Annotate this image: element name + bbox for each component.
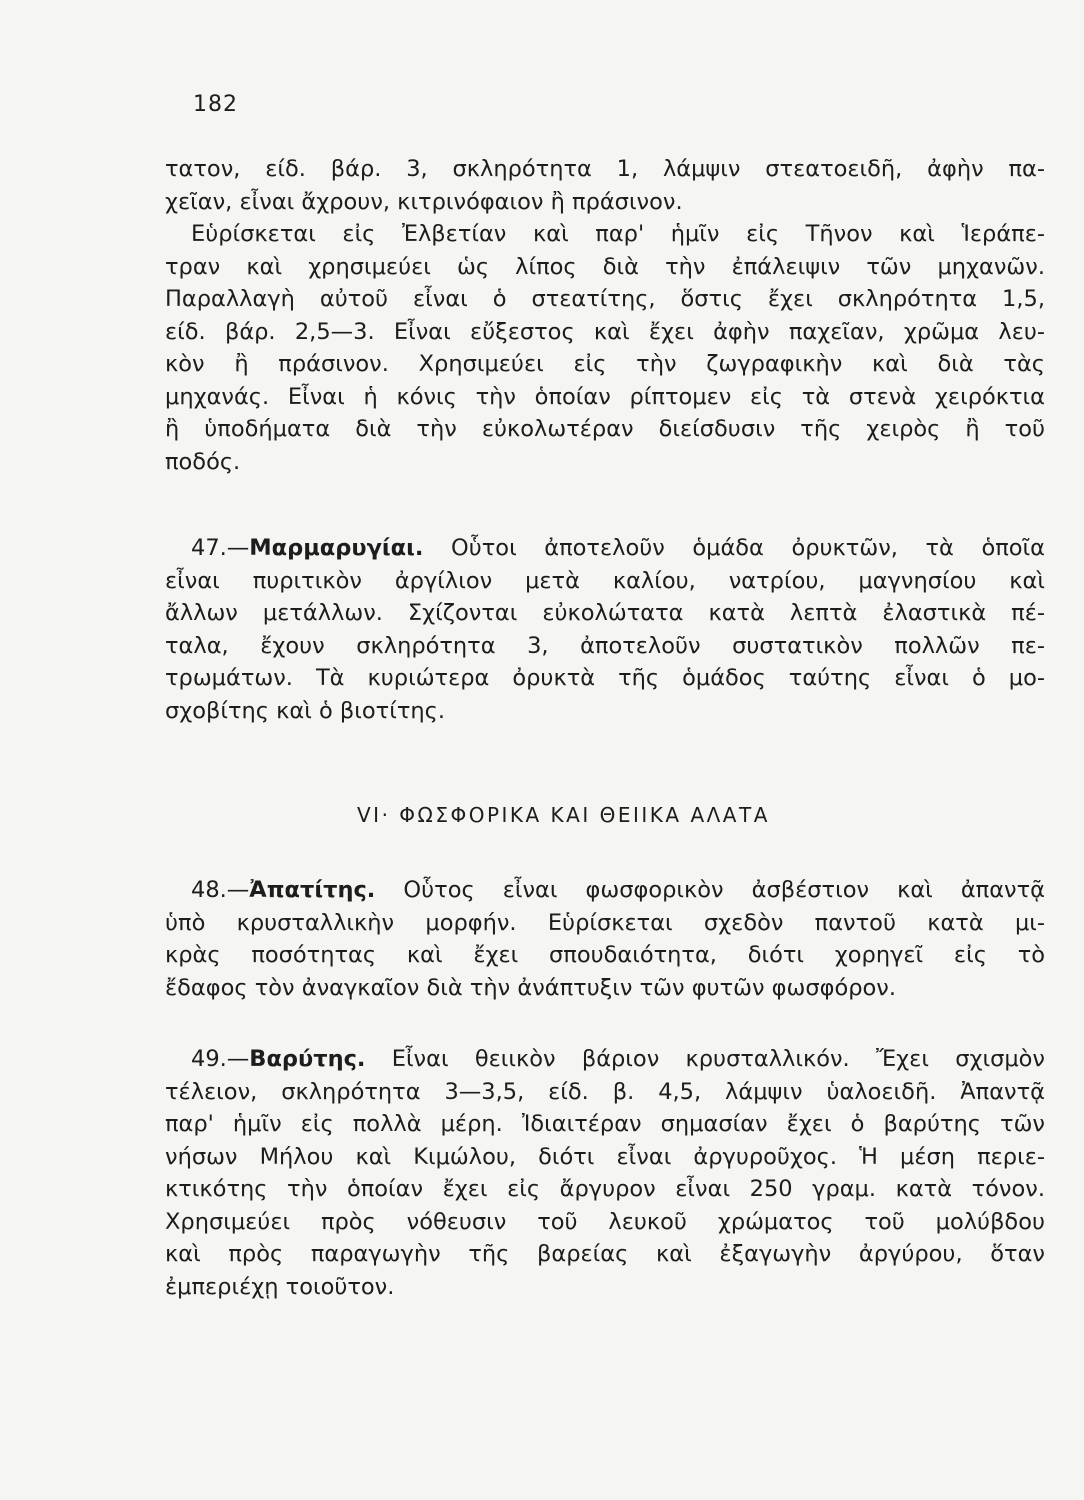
text-line: τέλειον, σκληρότητα 3—3,5, είδ. β. 4,5, λάμψιν ὑαλοειδῆ. Ἀπαντᾷ	[165, 1078, 1045, 1105]
entry-number: 48.—	[191, 877, 250, 903]
text-line: Χρησιμεύει πρὸς νόθευσιν τοῦ λευκοῦ χρώματος τοῦ μολύβδου	[165, 1208, 1045, 1235]
section-heading: VI· ΦΩΣΦΟΡΙΚΑ ΚΑΙ ΘΕΙΙΚΑ ΑΛΑΤΑ	[357, 803, 770, 827]
text-line: τραν καὶ χρησιμεύει ὡς λίπος διὰ τὴν ἐπάλειψιν τῶν μηχανῶν.	[165, 253, 1045, 280]
paragraph-barite	[165, 1043, 1045, 1303]
text-line: χεῖαν, εἶναι ἄχρουν, κιτρινόφαιον ἢ πράσινον.	[165, 188, 683, 215]
text-line: κτικότης τὴν ὁποίαν ἔχει εἰς ἄργυρον εἶναι 250 γραμ. κατὰ τόνον.	[165, 1176, 1045, 1202]
page-number: 182	[193, 92, 238, 117]
text-line: ἔδαφος τὸν ἀναγκαῖον διὰ τὴν ἀνάπτυξιν τῶν φυτῶν φωσφόρον.	[165, 974, 897, 1001]
entry-first-line-text: Οὗτος εἶναι φωσφορικὸν ἀσβέστιον καὶ ἀπαντᾷ	[375, 877, 1045, 903]
entry-first-line	[165, 1043, 1045, 1076]
text-line: κὸν ἢ πράσινον. Χρησιμεύει εἰς τὴν ζωγραφικὴν καὶ διὰ τὰς	[165, 351, 1045, 377]
entry-first-line	[165, 532, 1045, 565]
text-line: τατον, είδ. βάρ. 3, σκληρότητα 1, λάμψιν στεατοειδῆ, ἀφὴν πα-	[165, 156, 1045, 182]
text-line: ἄλλων μετάλλων. Σχίζονται εὐκολώτατα κατὰ λεπτὰ ἐλαστικὰ πέ-	[165, 600, 1045, 626]
text-line: τρωμάτων. Τὰ κυριώτερα ὀρυκτὰ τῆς ὁμάδος ταύτης εἶναι ὁ μο-	[165, 665, 1045, 691]
entry-term: Ἀπατίτης.	[249, 877, 376, 903]
text-line: ἐμπεριέχῃ τοιοῦτον.	[165, 1273, 395, 1300]
text-line: παρ' ἡμῖν εἰς πολλὰ μέρη. Ἰδιαιτέραν σημασίαν ἔχει ὁ βαρύτης τῶν	[165, 1111, 1045, 1137]
paragraph-apatite	[165, 874, 1045, 1004]
text-line: καὶ πρὸς παραγωγὴν τῆς βαρείας καὶ ἐξαγωγὴν ἀργύρου, ὅταν	[165, 1241, 1045, 1267]
entry-number: 47.—	[191, 535, 250, 561]
text-line: εἶναι πυριτικὸν ἀργίλιον μετὰ καλίου, νατρίου, μαγνησίου καὶ	[165, 567, 1045, 594]
text-line: ποδός.	[165, 448, 241, 475]
text-line: είδ. βάρ. 2,5—3. Εἶναι εὔξεστος καὶ ἔχει ἀφὴν παχεῖαν, χρῶμα λευ-	[165, 318, 1045, 345]
paragraph-mica	[165, 532, 1045, 727]
entry-first-line-text: Οὗτοι ἀποτελοῦν ὁμάδα ὀρυκτῶν, τὰ ὁποῖα	[423, 535, 1045, 561]
text-line: ὑπὸ κρυσταλλικὴν μορφήν. Εὑρίσκεται σχεδὸν παντοῦ κατὰ μι-	[165, 909, 1045, 936]
text-line: κρὰς ποσότητας καὶ ἔχει σπουδαιότητα, διότι χορηγεῖ εἰς τὸ	[165, 942, 1045, 968]
text-line: ταλα, ἔχουν σκληρότητα 3, ἀποτελοῦν συστατικὸν πολλῶν πε-	[165, 632, 1045, 659]
text-line: ἢ ὑποδήματα διὰ τὴν εὐκολωτέραν διείσδυσιν τῆς χειρὸς ἢ τοῦ	[165, 416, 1045, 442]
text-line: Παραλλαγὴ αὐτοῦ εἶναι ὁ στεατίτης, ὅστις ἔχει σκληρότητα 1,5,	[165, 286, 1045, 312]
text-line: σχοβίτης καὶ ὁ βιοτίτης.	[165, 697, 445, 724]
paragraph-talc-continued	[165, 153, 1045, 478]
entry-first-line-text: Εἶναι θειικὸν βάριον κρυσταλλικόν. Ἔχει σχισμὸν	[365, 1046, 1045, 1072]
text-line: Εὑρίσκεται εἰς Ἐλβετίαν καὶ παρ' ἡμῖν εἰς Τῆνον καὶ Ἱεράπε-	[191, 221, 1045, 247]
entry-term: Μαρμαρυγίαι.	[249, 535, 424, 561]
text-line: μηχανάς. Εἶναι ἡ κόνις τὴν ὁποίαν ρίπτομεν εἰς τὰ στενὰ χειρόκτια	[165, 383, 1045, 410]
entry-term: Βαρύτης.	[249, 1046, 366, 1072]
entry-first-line	[165, 874, 1045, 907]
entry-number: 49.—	[191, 1046, 250, 1072]
text-line: νήσων Μήλου καὶ Κιμώλου, διότι εἶναι ἀργυροῦχος. Ἡ μέση περιε-	[165, 1143, 1045, 1170]
